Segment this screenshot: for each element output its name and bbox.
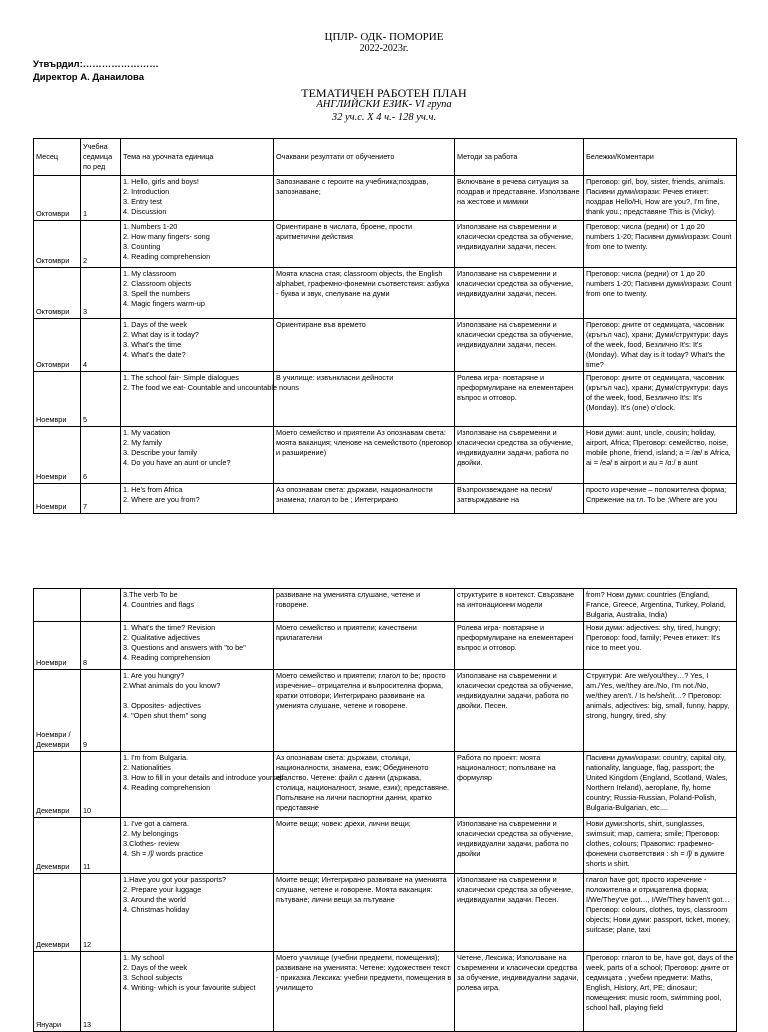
topic-line: 1. I've got a camera.	[123, 819, 189, 828]
month-cell: Октомври	[34, 268, 81, 319]
month-cell	[34, 589, 81, 622]
methods-cell: Използване на съвременни и класически средства за обучение, индивидуални задачи, работа по двойки.	[455, 427, 584, 484]
methods-cell: структурите в контекст. Свързване на интонационни модели	[455, 589, 584, 622]
topic-line: 2. My belongings	[123, 829, 179, 838]
topic-line: 4. Writing- which is your favourite subject	[123, 983, 256, 992]
table-row	[34, 670, 737, 752]
topic-cell	[121, 752, 284, 818]
school-name: ЦПЛР- ОДК- ПОМОРИЕ	[324, 31, 444, 43]
topic-line: 2. Nationalities	[123, 763, 171, 772]
results-cell: Ориентиране в числата, броене, прости аритметични действия	[274, 221, 455, 268]
topic-cell	[121, 874, 274, 952]
methods-cell: Използване на съвременни и класически средства за обучение, индивидуални задачи, песен.	[455, 268, 584, 319]
topic-line: 2. My family	[123, 438, 162, 447]
plan-table-page-one	[33, 138, 737, 514]
notes-cell: Преговор: числа (редни) от 1 до 20 numbers 1-20; Пасивни думи/изрази: Count from one to twenty.	[584, 268, 737, 319]
director-name: Директор А. Данаилова	[33, 72, 144, 83]
table-row	[34, 622, 737, 670]
topic-line: 3. Around the world	[123, 895, 186, 904]
table-row	[34, 427, 737, 484]
week-number-cell: 2	[81, 221, 121, 268]
results-cell: В училище: извънкласни дейности	[274, 372, 455, 427]
topic-line: 1.Have you got your passports?	[123, 875, 227, 884]
topic-line: 2. What day is it today?	[123, 330, 199, 339]
topic-cell	[121, 221, 274, 268]
week-number-cell: 8	[81, 622, 121, 670]
topic-line: 1. Hello, girls and boys!	[123, 177, 199, 186]
topic-line: 4. Magic fingers warm-up	[123, 299, 205, 308]
topic-line: 2. Qualitative adjectives	[123, 633, 201, 642]
table-row	[34, 319, 737, 372]
methods-cell: Използване на съвременни и класически средства за обучение, индивидуални задачи, работа по двойки	[455, 818, 584, 874]
plan-table-body	[34, 176, 737, 514]
column-header-topic: Тема на урочната единица	[121, 139, 274, 176]
topic-line: 2. Where are you from?	[123, 495, 200, 504]
month-cell: Ноември / Декември	[34, 670, 81, 752]
notes-cell: Нови думи: adjectives: shy, tired, hungry; Преговор: food, family; Речев етикет: It's nice to meet you.	[584, 622, 737, 670]
week-number-cell: 11	[81, 818, 121, 874]
topic-cell	[121, 589, 274, 622]
week-number-cell: 9	[81, 670, 121, 752]
table-row	[34, 221, 737, 268]
table-row	[34, 484, 737, 514]
notes-cell: Нови думи: aunt, uncle, cousin; holiday, airport, Africa; Преговор: семейство, noise, mobile phone, friend, island; а = /æ/ в Africa, ai = /eə/ в airport и au = /ɑ:/ в aunt	[584, 427, 737, 484]
topic-line: 4. Discussion	[123, 207, 167, 216]
notes-cell: from? Нови думи: countries (England, France, Greece, Argentina, Turkey, Poland, Bulgaria, Australia, India)	[584, 589, 737, 622]
topic-line: 3. Entry test	[123, 197, 162, 206]
column-header-notes: Бележки/Коментари	[584, 139, 737, 176]
results-cell: Моята класна стая; classroom objects, the English alphabet, графемно-фонемни съответствия: азбука - буква и звук, спелуване на думи	[274, 268, 455, 319]
results-cell: Моето семейство и приятели; качествени прилагателни	[274, 622, 455, 670]
topic-line: 2. Prepare your luggage	[123, 885, 202, 894]
topic-line: 3. Questions and answers with "to be"	[123, 643, 246, 652]
topic-line: 4. Reading comprehension	[123, 653, 211, 662]
methods-cell: Ролева игра- повтаряне и преформулиране на елементарен въпрос и отговор.	[455, 622, 584, 670]
results-cell: Аз опознавам света: държави, столици, националности, знамена, език; Обединеното кралство. Четене: файл с данни (държава, столица, националност, знаме, език); представяне. Попълване на лични паспортни данни, кратко представяне	[274, 752, 455, 818]
topic-line: 3. Opposites- adjectives	[123, 701, 201, 710]
methods-cell: Използване на съвременни и класически средства за обучение, индивидуални задачи, работа по двойки. Песен.	[455, 670, 584, 752]
topic-cell	[121, 484, 274, 514]
week-number-cell: 5	[81, 372, 121, 427]
week-number-cell: 1	[81, 176, 121, 221]
topic-line: 2. Days of the week	[123, 963, 188, 972]
topic-cell	[121, 622, 274, 670]
topic-line: 4. Sh = /ʃ/ words practice	[123, 849, 204, 858]
topic-cell	[121, 952, 274, 1032]
table-row	[34, 818, 737, 874]
results-cell: развиване на уменията слушане, четене и говорене.	[274, 589, 455, 622]
topic-line: 1. Numbers 1-20	[123, 222, 178, 231]
page-gap	[0, 515, 768, 585]
methods-cell: Възпроизвеждане на песни/затвърждаване на	[455, 484, 584, 514]
topic-line: 1. My classroom	[123, 269, 177, 278]
topic-line: 4. Countries and flags	[123, 600, 194, 609]
topic-line: 4. Do you have an aunt or uncle?	[123, 458, 231, 467]
topic-line: 1. The school fair- Simple dialogues	[123, 373, 239, 382]
month-cell: Декември	[34, 752, 81, 818]
month-cell: Ноември	[34, 622, 81, 670]
notes-cell: Преговор: дните от седмицата, часовник (кръгъл час), храни; Думи/структури: days of the week, food, Безлично It's: It's (Monday). What day is it today? What's the time?	[584, 319, 737, 372]
week-number-cell: 13	[81, 952, 121, 1032]
results-cell: Моето семейство и приятели Аз опознавам света: моята ваканция; членове на семейството (преговор и разширение)	[274, 427, 455, 484]
table-row	[34, 268, 737, 319]
topic-cell	[121, 818, 274, 874]
methods-cell: Използване на съвременни и класически средства за обучение, индивидуални задачи. Песен.	[455, 874, 584, 952]
topic-line: 3.The verb To be	[123, 590, 178, 599]
topic-cell	[121, 176, 274, 221]
month-cell: Декември	[34, 818, 81, 874]
topic-cell	[121, 372, 299, 427]
results-cell: Аз опознавам света: държави, националности знамена; глагол to be ; Интегрирано	[274, 484, 455, 514]
topic-line: 4. Reading comprehension	[123, 783, 211, 792]
notes-cell: Преговор: дните от седмицата, часовник (кръгъл час), храни; Думи/структури: days of the week, food, Безлично It's: It's (Monday). It's (one) o'clock.	[584, 372, 737, 427]
week-number-cell: 6	[81, 427, 121, 484]
table-row	[34, 874, 737, 952]
results-cell: Ориентиране във времето	[274, 319, 455, 372]
plan-subject: АНГЛИЙСКИ ЕЗИК- VI група	[316, 99, 452, 110]
notes-cell: Пасивни думи/изрази: country, capital city, nationality, language, flag, passport; the United Kingdom (England, Scotland, Wales, Northern Ireland), aeroplane, fly, home country; Russia-Russian, Poland-Polish, Bulgaria-Bulgarian, etc....	[584, 752, 737, 818]
topic-line: 3. What's the time	[123, 340, 182, 349]
column-header-results: Очаквани резултати от обучението	[274, 139, 455, 176]
month-cell: Ноември	[34, 484, 81, 514]
week-number-cell: 3	[81, 268, 121, 319]
notes-cell: Преговор: girl, boy, sister, friends, animals. Пасивни думи/изрази: Речев етикет: поздрав Hello/Hi, How are you?, I'm fine, thank you.; представяне This is (Vicky).	[584, 176, 737, 221]
topic-line: 3.Clothes- review	[123, 839, 180, 848]
topic-cell	[121, 268, 274, 319]
results-cell: Запознаване с героите на учебника;поздрав, запознаване;	[274, 176, 455, 221]
plan-table-page-two	[33, 588, 737, 1032]
table-row	[34, 372, 737, 427]
topic-line: 3. Spell the numbers	[123, 289, 190, 298]
notes-cell: Преговор: числа (редни) от 1 до 20 numbers 1-20; Пасивни думи/изрази: Count from one to twenty.	[584, 221, 737, 268]
month-cell: Януари	[34, 952, 81, 1032]
notes-cell: глагол have got; просто изречение - положителна и отрицателна форма; I/We/They've got…, I/We/They haven't got…Преговор: colours, clothes, toys, classroom objects; Нови думи: passport, ticket, money, suitcase; plane, taxi	[584, 874, 737, 952]
plan-hours: 32 уч.с. Х 4 ч.- 128 уч.ч.	[331, 112, 437, 123]
topic-line: 4. Reading comprehension	[123, 252, 211, 261]
week-number-cell	[81, 589, 121, 622]
methods-cell: Ролева игра- повтаряне и преформулиране на елементарен въпрос и отговор.	[455, 372, 584, 427]
topic-line: 2. Classroom objects	[123, 279, 192, 288]
notes-cell: Структури: Are we/you/they…? Yes, I am./Yes, we/they are./No, I'm not./No, we/they aren't. / Is he/she/it…? Преговор: animals, adjectives: big, small, funny, happy, strong, hungry, tired, shy	[584, 670, 737, 752]
notes-cell: просто изречение – положителна форма; Спрежение на гл. To be ;Where are you	[584, 484, 737, 514]
topic-line: 3. How to fill in your details and introduce yourself	[123, 773, 284, 782]
column-header-methods: Методи за работа	[455, 139, 584, 176]
methods-cell: Използване на съвременни и класически средства за обучение, индивидуални задачи, песен.	[455, 221, 584, 268]
notes-cell: Нови думи:shorts, shirt, sunglasses, swimsuit; map, camera; smile; Преговор: clothes, colours; Правопис: графемно-фонемни съответствия : sh = /ʃ/ в думите shorts и shirt.	[584, 818, 737, 874]
topic-line: 1. What's the time? Revision	[123, 623, 216, 632]
results-cell: Моето семейство и приятели; глагол to be; просто изречение– отрицателна и въпросителна форма, кратки отговори; Интегрирано развиване на уменията слушане, четене и говорене.	[274, 670, 455, 752]
topic-cell	[121, 670, 274, 752]
results-cell: Моите вещи; човек: дрехи, лични вещи;	[274, 818, 455, 874]
topic-line	[123, 691, 271, 701]
topic-line: 1. Days of the week	[123, 320, 188, 329]
column-header-week: Учебна седмица по ред	[81, 139, 121, 176]
month-cell: Ноември	[34, 427, 81, 484]
topic-line: 3. Describe your family	[123, 448, 198, 457]
methods-cell: Работа по проект: моята националност; попълване на формуляр	[455, 752, 584, 818]
topic-line: 4. "Open shut them" song	[123, 711, 207, 720]
topic-line: 4. Christmas holiday	[123, 905, 190, 914]
table-row	[34, 952, 737, 1032]
methods-cell: Включване в речева ситуация за поздрав и представяне. Използване на жестове и мимики	[455, 176, 584, 221]
topic-line: 4. What's the date?	[123, 350, 186, 359]
plan-title: ТЕМАТИЧЕН РАБОТЕН ПЛАН	[301, 86, 467, 100]
results-cell: Моите вещи; Интегрирано развиване на уменията слушане, четене и говорене. Моята ваканция: пътуване; лични вещи за пътуване	[274, 874, 455, 952]
month-cell: Декември	[34, 874, 81, 952]
topic-cell	[121, 427, 274, 484]
topic-line: 1. I'm from Bulgaria.	[123, 753, 189, 762]
table-row	[34, 589, 737, 622]
approved-by: Утвърдил:……………………	[33, 59, 159, 70]
topic-line: 1. Are you hungry?	[123, 671, 185, 680]
week-number-cell: 12	[81, 874, 121, 952]
week-number-cell: 10	[81, 752, 121, 818]
topic-line: 2. The food we eat- Countable and uncountable nouns	[123, 383, 299, 392]
table-row	[34, 176, 737, 221]
month-cell: Октомври	[34, 176, 81, 221]
results-cell: Моето училище (учебни предмети, помещения); развиване на уменията: Четене: художествен текст - приказка Лексика: учебни предмети, помещения в училището	[274, 952, 455, 1032]
methods-cell: Четене, Лексика; Използване на съвременни и класически средства за обучение, индивидуални задачи, ролева игра.	[455, 952, 584, 1032]
column-header-month: Месец	[34, 139, 81, 176]
table-row	[34, 752, 737, 818]
month-cell: Октомври	[34, 319, 81, 372]
topic-line: 3. Counting	[123, 242, 161, 251]
topic-line: 2.What animals do you know?	[123, 681, 221, 690]
topic-line: 2. Introduction	[123, 187, 170, 196]
notes-cell: Преговор: глагол to be, have got, days of the week, parts of a school; Преговор: дните от седмицата , учебни предмети: Maths, English, History, Art, PE; dinosaur; помещения: music room, swimming pool, school hall, playing field	[584, 952, 737, 1032]
plan-table-body	[34, 589, 737, 1032]
month-cell: Октомври	[34, 221, 81, 268]
topic-line: 3. School subjects	[123, 973, 183, 982]
topic-line: 1. He's from Africa	[123, 485, 183, 494]
topic-line: 1. My school	[123, 953, 164, 962]
topic-cell	[121, 319, 274, 372]
school-year: 2022-2023г.	[359, 43, 409, 54]
methods-cell: Използване на съвременни и класически средства за обучение, индивидуални задачи, песен.	[455, 319, 584, 372]
month-cell: Ноември	[34, 372, 81, 427]
topic-line: 1. My vacation	[123, 428, 171, 437]
week-number-cell: 7	[81, 484, 121, 514]
topic-line: 2. How many fingers- song	[123, 232, 210, 241]
table-header-row	[34, 139, 737, 176]
week-number-cell: 4	[81, 319, 121, 372]
